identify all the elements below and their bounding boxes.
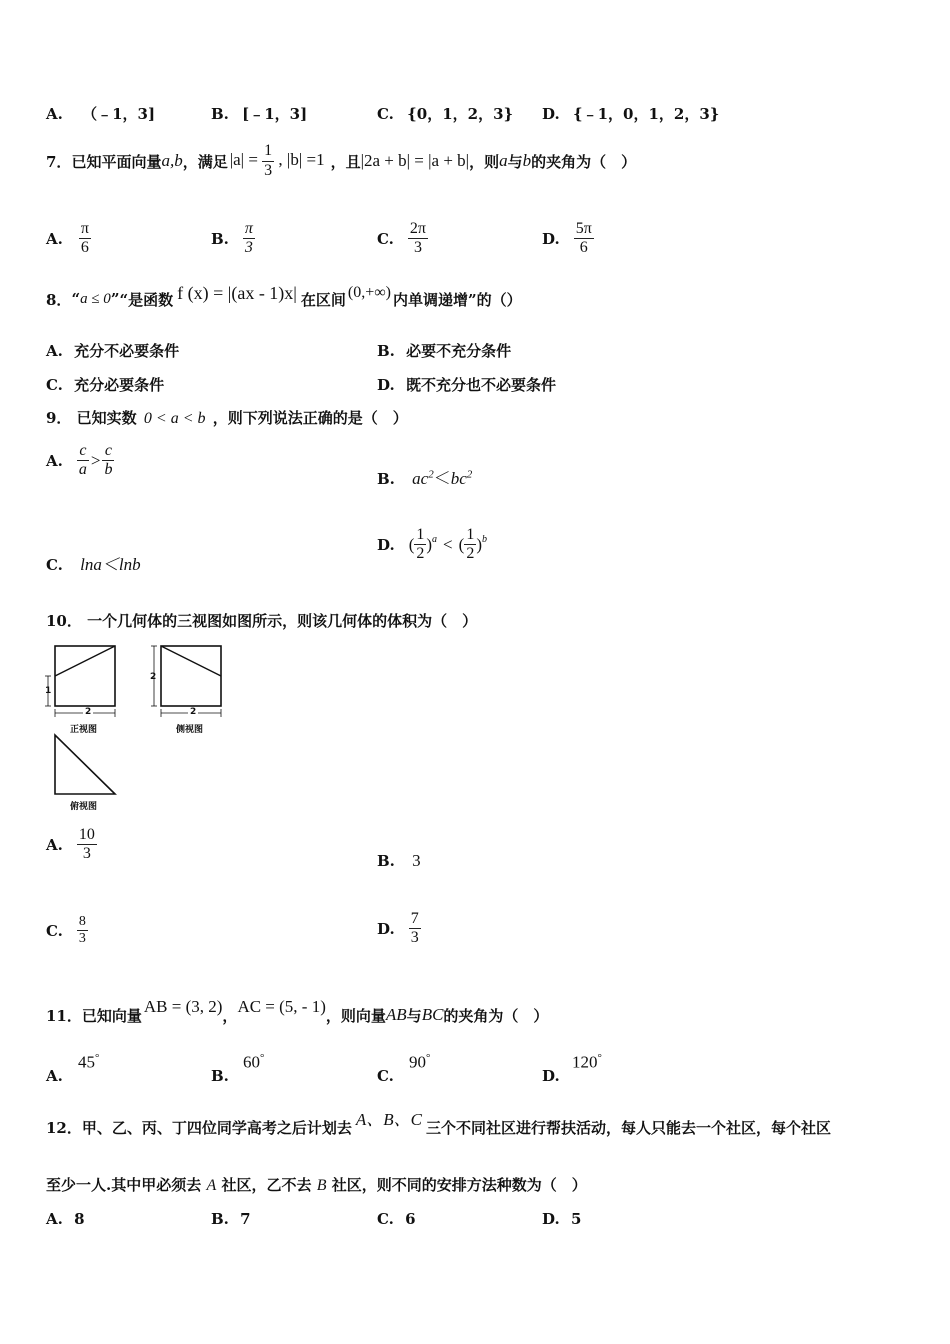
math-var-b: B [316, 1177, 327, 1194]
option-label: D. [377, 919, 395, 938]
fraction-one-half-2: $\frac{1}{2}$ [466, 526, 475, 563]
option-label: C. [377, 1210, 394, 1228]
option-text: 充分必要条件 [74, 376, 165, 394]
option-label: B. [377, 342, 395, 360]
q10-option-b [377, 851, 421, 871]
math-expr: lna＜lnb [80, 555, 141, 574]
stem-text: 已知实数 [76, 409, 137, 427]
question-number: 8． [46, 290, 72, 309]
option-fraction: $\frac{7}{3}$ [410, 910, 419, 947]
stem-text: ，则向量 [325, 1006, 386, 1025]
stem-text: 社区，则不同的安排方法种数为（ ） [331, 1176, 587, 1194]
math-expr: $ac^2<bc^2$ [412, 468, 473, 488]
option-label: D. [377, 535, 395, 554]
q6-option-c [377, 103, 513, 124]
q10-option-a [46, 826, 97, 864]
stem-text: ，且 [330, 152, 361, 171]
option-label: C. [377, 105, 394, 123]
q12-option-d [542, 1210, 581, 1228]
option-text: （﹣1，3] [82, 105, 156, 123]
question-number: 9． [46, 409, 72, 427]
stem-text: 甲、乙、丙、丁四位同学高考之后计划去 [81, 1118, 352, 1137]
option-value: 120° [572, 1052, 602, 1072]
option-label: D. [377, 376, 395, 394]
math-cond1: |a| = $\frac{1}{3}$ , |b| =1 [229, 142, 325, 179]
q12-option-b [211, 1210, 251, 1228]
q7-option-b [211, 220, 255, 258]
side-view-label: 侧视图 [176, 725, 204, 735]
q7-option-a [46, 220, 91, 258]
top-view-label: 俯视图 [70, 802, 98, 812]
dim-width-side: 2 [190, 707, 197, 717]
option-fraction: $\frac{5\pi}{6}$ [575, 220, 592, 257]
option-label: A. [46, 451, 63, 470]
separator: ， [222, 1006, 238, 1025]
option-label: C. [377, 1067, 394, 1085]
q12-option-a [46, 1210, 85, 1228]
q11-option-b [211, 1050, 331, 1090]
q9-stem [46, 407, 408, 428]
option-fraction: $\frac{10}{3}$ [78, 826, 95, 863]
option-label: A. [46, 1067, 63, 1085]
exponent-a: a [432, 534, 438, 545]
q11-option-d [542, 1050, 662, 1090]
option-label: C. [46, 921, 63, 940]
math-interval: (0,+∞) [347, 284, 392, 301]
option-label: D. [542, 229, 560, 248]
stem-text: 在区间 [300, 290, 346, 309]
q10-option-d [377, 910, 421, 948]
stem-text: 的夹角为（ ） [443, 1006, 549, 1025]
option-value: 45° [78, 1052, 100, 1072]
option-label: B. [211, 105, 229, 123]
math-var-a: a [499, 151, 508, 170]
stem-text: 已知向量 [81, 1006, 142, 1025]
q10-stem [46, 610, 477, 631]
math-vector-ac: AC = (5, - 1) [237, 997, 326, 1016]
math-function: f (x) = |(ax - 1)x| [177, 282, 297, 303]
option-text: 既不充分也不必要条件 [405, 376, 556, 394]
q7-option-c [377, 220, 428, 258]
math-var-b: b [522, 151, 532, 170]
q11-stem [46, 997, 549, 1030]
stem-text: 至少一人.其中甲必须去 [46, 1176, 202, 1194]
option-text: {﹣1，0，1，2，3} [572, 105, 720, 123]
quote-close: ” [110, 290, 120, 308]
stem-text: ，则 [469, 152, 500, 171]
option-text: 必要不充分条件 [406, 342, 512, 360]
stem-text: 内单调递增”的（） [393, 290, 522, 309]
question-number: 7． [46, 152, 72, 171]
option-fraction: $\frac{\pi}{3}$ [244, 220, 253, 257]
q11-option-c [377, 1050, 497, 1090]
option-label: D. [542, 105, 560, 123]
q12-stem-line1 [46, 1109, 832, 1142]
option-label: D. [542, 1067, 560, 1085]
math-cond2: |2a + b| = |a + b| [360, 151, 470, 170]
math-communities: A、B、C [355, 1109, 422, 1129]
stem-text: ，则下列说法正确的是（ ） [212, 409, 408, 427]
option-fraction: $\frac{2\pi}{3}$ [409, 220, 426, 257]
option-label: B. [377, 470, 395, 488]
q9-option-a [46, 442, 114, 480]
option-label: A. [46, 835, 63, 854]
option-text: 6 [405, 1210, 416, 1228]
operator: < [443, 534, 453, 554]
q9-option-b [377, 464, 472, 489]
math-var-bc: BC [421, 1005, 444, 1024]
stem-text: 与 [406, 1006, 422, 1025]
option-fraction: $\frac{8}{3}$ [78, 914, 86, 947]
option-value: 60° [243, 1052, 265, 1072]
front-view-label: 正视图 [70, 725, 98, 735]
option-label: C. [46, 556, 63, 574]
dim-width-front: 2 [85, 707, 92, 717]
fraction-c-over-a: $\frac{c}{a}$ [78, 442, 87, 479]
option-text: {0，1，2，3} [407, 105, 514, 123]
option-label: A. [46, 105, 63, 123]
stem-text: 与 [507, 152, 523, 171]
option-text: 充分不必要条件 [74, 342, 180, 360]
option-label: C. [377, 229, 394, 248]
side-view-diagonal [161, 646, 221, 676]
stem-text: 已知平面向量 [71, 152, 162, 171]
paren-close-2: ) [476, 534, 482, 554]
fraction-one-half: $\frac{1}{2}$ [416, 526, 425, 563]
math-cond: a ≤ 0 [80, 290, 111, 307]
math-vector-ab: AB = (3, 2) [143, 997, 223, 1016]
operator: > [90, 450, 101, 470]
q8-option-a [46, 340, 179, 361]
paren-open: ( [408, 534, 415, 554]
stem-text: “是函数 [119, 290, 174, 309]
front-view-diagonal [55, 646, 115, 676]
top-view-triangle [55, 735, 115, 794]
math-cond: 0 < a < b [143, 410, 206, 427]
question-number: 12． [46, 1118, 82, 1137]
q10-option-c [46, 914, 88, 947]
exponent-b: b [481, 534, 487, 545]
side-view-square [161, 646, 221, 706]
option-text: [﹣1，3] [242, 105, 308, 123]
q7-stem [46, 138, 636, 184]
option-text: 7 [240, 1210, 251, 1228]
question-number: 10． [46, 612, 82, 630]
option-label: A. [46, 342, 63, 360]
question-number: 11． [46, 1006, 82, 1025]
option-text: 3 [412, 851, 421, 870]
stem-text: 一个几何体的三视图如图所示，则该几何体的体积为（ ） [87, 612, 478, 630]
q11-option-a [46, 1050, 166, 1090]
option-fraction: $\frac{\pi}{6}$ [80, 220, 89, 257]
fraction-c-over-b: $\frac{c}{b}$ [104, 442, 113, 479]
stem-text: ，满足 [182, 152, 228, 171]
dim-height-2: 2 [150, 672, 157, 682]
option-label: C. [46, 376, 63, 394]
option-label: A. [46, 1210, 63, 1228]
math-var-a: A [206, 1177, 217, 1194]
paren-close: ) [426, 534, 433, 554]
option-label: A. [46, 229, 63, 248]
stem-text: 社区，乙不去 [221, 1176, 312, 1194]
stem-text: 三个不同社区进行帮扶活动，每人只能去一个社区，每个社区 [426, 1118, 832, 1137]
quote-open: “ [71, 290, 81, 308]
q8-option-c [46, 374, 164, 395]
option-label: B. [211, 229, 229, 248]
q6-option-b [211, 103, 307, 124]
option-label: D. [542, 1210, 560, 1228]
option-text: 5 [570, 1210, 582, 1228]
option-value: 90° [409, 1052, 431, 1072]
paren-open-2: ( [458, 534, 465, 554]
dim-height-1: 1 [45, 686, 52, 696]
q8-stem [46, 284, 522, 314]
option-label: B. [211, 1210, 229, 1228]
q6-option-a [46, 103, 155, 124]
q9-option-c [46, 550, 141, 575]
option-label: B. [377, 852, 395, 870]
option-label: B. [211, 1067, 229, 1085]
stem-text: 的夹角为（ ） [531, 152, 637, 171]
q6-option-d [542, 103, 719, 124]
q12-option-c [377, 1210, 416, 1228]
q8-option-b [377, 340, 511, 361]
q12-stem-line2 [46, 1174, 587, 1195]
q7-option-d [542, 220, 594, 258]
front-view-square [55, 646, 115, 706]
q8-option-d [377, 374, 556, 395]
q9-option-d [377, 526, 487, 564]
math-vars: a,b [161, 151, 183, 170]
math-var-ab: AB [385, 1005, 407, 1024]
option-text: 8 [74, 1210, 85, 1228]
